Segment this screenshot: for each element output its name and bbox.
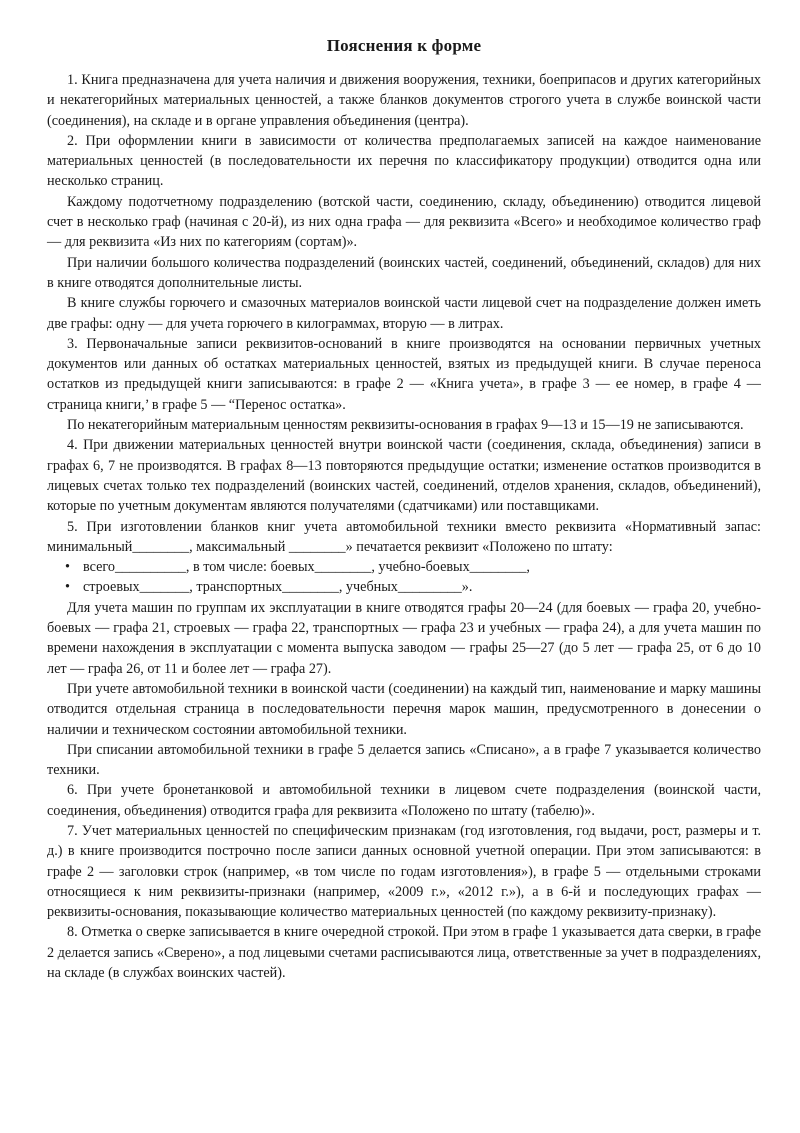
bullet-text: всего__________, в том числе: боевых________, учебно-боевых________, xyxy=(83,559,530,576)
paragraph-2: 2. При оформлении книги в зависимости от количества предполагаемых записей на каждое наименование материальных ценностей (в последовательности их перечня по классификатору продукции) отводится одна или несколько страниц. xyxy=(47,132,761,190)
paragraph-15: 8. Отметка о сверке записывается в книге очередной строкой. При этом в графе 1 указывается дата сверки, в графе 2 делается запись «Сверено», а под лицевыми счетами расписываются лица, ответственные за учет в подразделениях, на складе (в службах воинских частей). xyxy=(47,924,761,982)
paragraph-7: По некатегорийным материальным ценностям реквизиты-основания в графах 9—13 и 15—19 не записываются. xyxy=(67,417,744,434)
bullet-icon: • xyxy=(65,559,70,576)
paragraph-9: 5. При изготовлении бланков книг учета автомобильной техники вместо реквизита «Нормативный запас: минимальный________, максимальный ________» печатается реквизит «Положено по штату: xyxy=(47,518,761,555)
paragraph-5: В книге службы горючего и смазочных материалов воинской части лицевой счет на подразделение должен иметь две графы: одну — для учета горючего в килограммах, вторую — в литрах. xyxy=(47,295,761,332)
paragraph-1: 1. Книга предназначена для учета наличия и движения вооружения, техники, боеприпасов и других категорийных и некатегорийных материальных ценностей, а также бланков документов строгого учета в службе воинской части (соединения), на складе и в органе управления объединения (центра). xyxy=(47,72,761,129)
paragraph-11: При учете автомобильной техники в воинской части (соединении) на каждый тип, наименование и марку машины отводится отдельная страница в последовательности перечня марок машин, предусмотренного в донесении о наличии и техническом состоянии автомобильной техники. xyxy=(47,680,761,738)
paragraph-12: При списании автомобильной техники в графе 5 делается запись «Списано», а в графе 7 указывается количество техники. xyxy=(47,741,761,779)
paragraph-10: Для учета машин по группам их эксплуатации в книге отводятся графы 20—24 (для боевых — графа 20, учебно-боевых — графа 21, строевых — графа 22, транспортных — графа 23 и учебных — графа 24), а для учета машин по времени нахождения в эксплуатации с момента выпуска заводом — графы 25—27 (до 5 лет — графа 25, от 6 до 10 лет — графа 26, от 11 и более лет — графа 27). xyxy=(47,599,761,677)
paragraph-6: 3. Первоначальные записи реквизитов-оснований в книге производятся на основании первичных учетных документов или данных об остатках материальных ценностей, взятых из предыдущей книги. В случае переноса остатков из предыдущей книги записываются: в графе 2 — «Книга учета», в графе 3 — ее номер, в графе 4 — страница книги,’ в графе 5 — “Перенос остатка». xyxy=(47,335,761,413)
bullet-text: строевых_______, транспортных________, учебных_________». xyxy=(83,579,473,596)
bullet-icon: • xyxy=(65,579,70,596)
paragraph-14: 7. Учет материальных ценностей по специфическим признакам (год изготовления, год выдачи, рост, размеры и т. д.) в книге производится построчно после записи данных основной учетной операции. При этом записываются: в графе 2 — заголовки строк (например, «в том числе по годам изготовления»), в графе 5 — отдельными строками относящиеся к ним реквизиты-признаки (например, «2009 г.», «2012 г.»), а в 6-й и последующих графах — реквизиты-основания, показывающие количество материальных ценностей (по каждому реквизиту-признаку). xyxy=(47,822,761,921)
page-title: Пояснения к форме xyxy=(326,36,482,55)
paragraph-4: При наличии большого количества подразделений (воинских частей, соединений, объединений, складов) для них в книге отводятся дополнительные листы. xyxy=(47,254,761,291)
paragraph-13: 6. При учете бронетанковой и автомобильной техники в лицевом счете подразделения (воинской части, соединения, объединения) отводится графа для реквизита «Положено по штату (табелю)». xyxy=(47,782,761,819)
bullet-item xyxy=(47,557,761,577)
document-page xyxy=(47,36,761,983)
paragraph-8: 4. При движении материальных ценностей внутри воинской части (соединения, склада, объединения) записи в графах 6, 7 не производятся. В графах 8—13 повторяются предыдущие остатки; изменение остатков производится в лицевых счетах только тех подразделений (воинских частей, соединений, отделов хранения, складов, объединений), которые по учетным документам являются получателями (сдатчиками) или поставщиками. xyxy=(47,437,761,515)
bullet-item xyxy=(47,577,761,597)
paragraph-3: Каждому подотчетному подразделению (вотской части, соединению, складу, объединению) отводится лицевой счет в несколько граф (начиная с 20-й), из них одна графа — для реквизита «Всего» и необходимое количество граф — для реквизита «Из них по категориям (сортам)». xyxy=(47,193,761,251)
